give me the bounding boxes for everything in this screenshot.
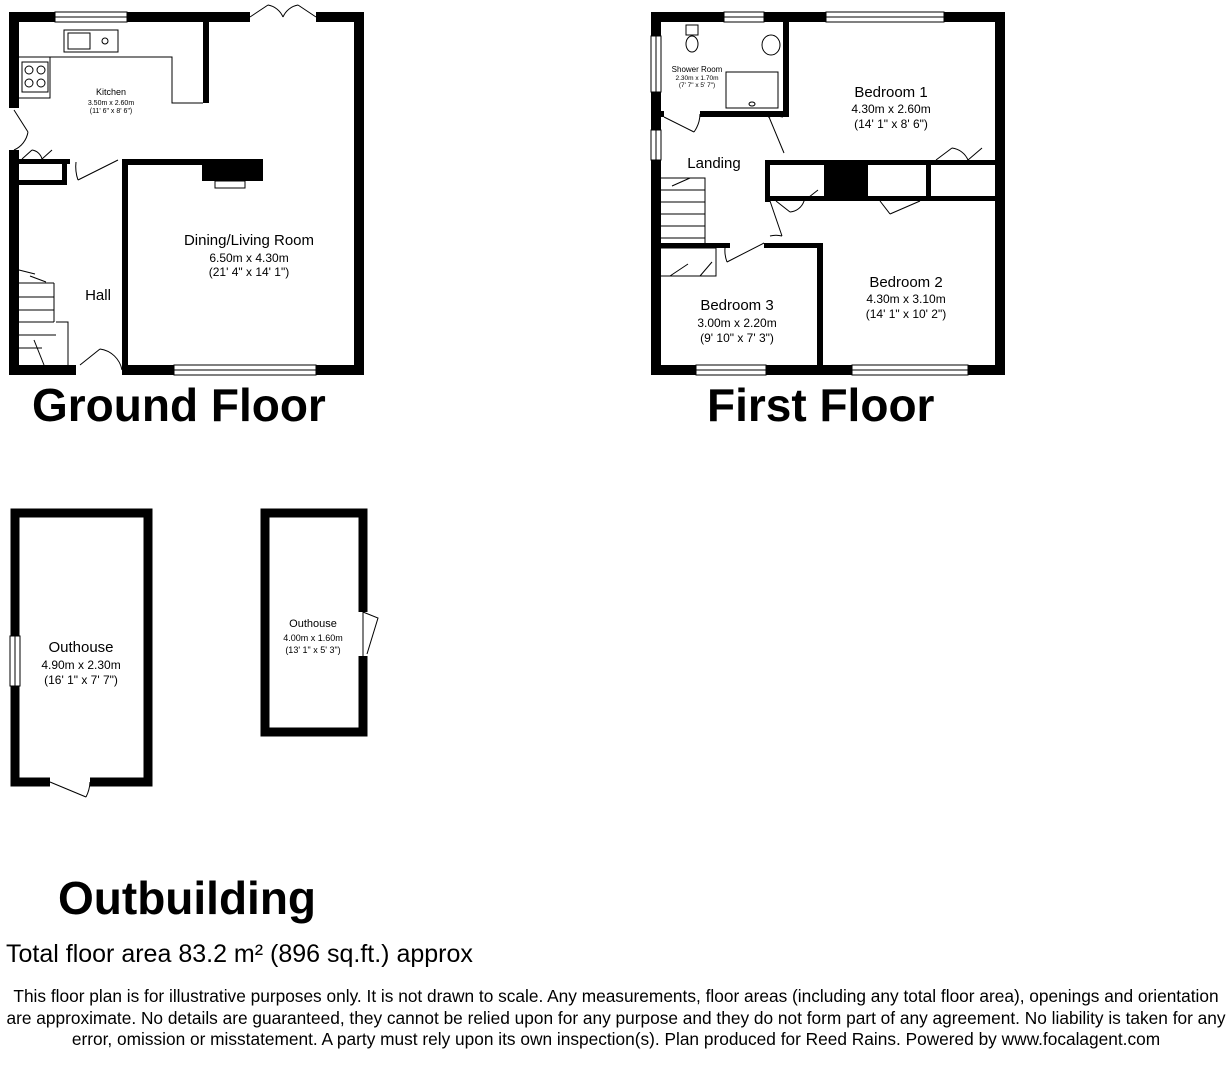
bedroom-1-label: Bedroom 1	[854, 84, 928, 101]
outhouse-2-metric: 4.00m x 1.60m	[283, 633, 343, 643]
chimney-breast	[202, 159, 263, 181]
first-floor-chimney	[824, 160, 868, 200]
first-floor-plan	[651, 12, 1000, 375]
kitchen-imperial: (11' 6" x 8' 6")	[89, 108, 133, 115]
cupboard-door	[22, 150, 52, 159]
outhouse-1-metric: 4.90m x 2.30m	[41, 658, 121, 672]
bedroom-1-imperial: (14' 1" x 8' 6")	[854, 117, 928, 131]
outhouse-2-label: Outhouse	[289, 618, 337, 630]
bedroom-3-cupboard	[661, 248, 716, 276]
outhouse-2-imperial: (13' 1" x 5' 3")	[285, 645, 341, 655]
hall-door	[76, 160, 118, 180]
landing-label: Landing	[687, 155, 741, 172]
kitchen-label: Kitchen	[95, 87, 127, 97]
hall-staircase	[19, 270, 68, 365]
kitchen-metric: 3.50m x 2.60m	[87, 100, 135, 107]
bedroom-2-door	[770, 201, 782, 236]
cupboard-door	[880, 201, 920, 214]
toilet-icon	[686, 25, 698, 35]
disclaimer-text: This floor plan is for illustrative purposes only. It is not drawn to scale. Any measurements, floor areas (including any total floor area), openings and orientation are approximate. No details are guaranteed, they cannot be relied upon for any purpose and they do not form part of any agreement. No liability is taken for any error, omission or misstatement. A party must rely upon its own inspection(s). Plan produced for Reed Rains. Powered by www.focalagent.com	[6, 986, 1226, 1049]
bedroom-3-metric: 3.00m x 2.20m	[697, 316, 777, 330]
hearth	[215, 181, 245, 188]
shower-room-imperial: (7' 7" x 5' 7")	[678, 82, 716, 89]
basin-icon	[762, 35, 780, 55]
ground-floor-heading: Ground Floor	[32, 379, 326, 431]
outhouse-1-label: Outhouse	[48, 639, 114, 656]
landing-staircase	[661, 178, 705, 243]
bedroom-2-metric: 4.30m x 3.10m	[866, 292, 946, 306]
wardrobe-door	[936, 148, 982, 160]
bedroom-2-imperial: (14' 1" x 10' 2")	[865, 307, 947, 321]
bedroom-2-label: Bedroom 2	[869, 274, 943, 291]
outbuilding-heading: Outbuilding	[58, 872, 317, 924]
dining-room-label: Dining/Living Room	[183, 232, 315, 249]
outbuilding-plan	[10, 513, 378, 797]
hall-label: Hall	[85, 287, 111, 304]
bedroom-3-door	[725, 243, 764, 262]
bedroom-3-imperial: (9' 10" x 7' 3")	[700, 331, 774, 345]
first-floor-heading: First Floor	[707, 379, 935, 431]
ground-floor-plan	[9, 5, 359, 375]
ground-floor-outer-walls	[14, 17, 359, 370]
hob-icon	[22, 62, 48, 92]
outhouse-1-imperial: (16' 1" x 7' 7")	[44, 673, 118, 687]
shower-room-metric: 2.30m x 1.70m	[675, 75, 719, 82]
bedroom-1-door	[768, 116, 784, 153]
bedroom-1-metric: 4.30m x 2.60m	[851, 102, 931, 116]
shower-room-door	[664, 114, 700, 132]
bedroom-3-label: Bedroom 3	[700, 297, 774, 314]
shower-room-label: Shower Room	[671, 65, 723, 74]
dining-room-imperial: (21' 4" x 14' 1")	[208, 265, 290, 279]
dining-room-metric: 6.50m x 4.30m	[209, 251, 289, 265]
shower-tray-icon	[726, 72, 778, 108]
total-floor-area: Total floor area 83.2 m² (896 sq.ft.) approx	[6, 940, 473, 968]
